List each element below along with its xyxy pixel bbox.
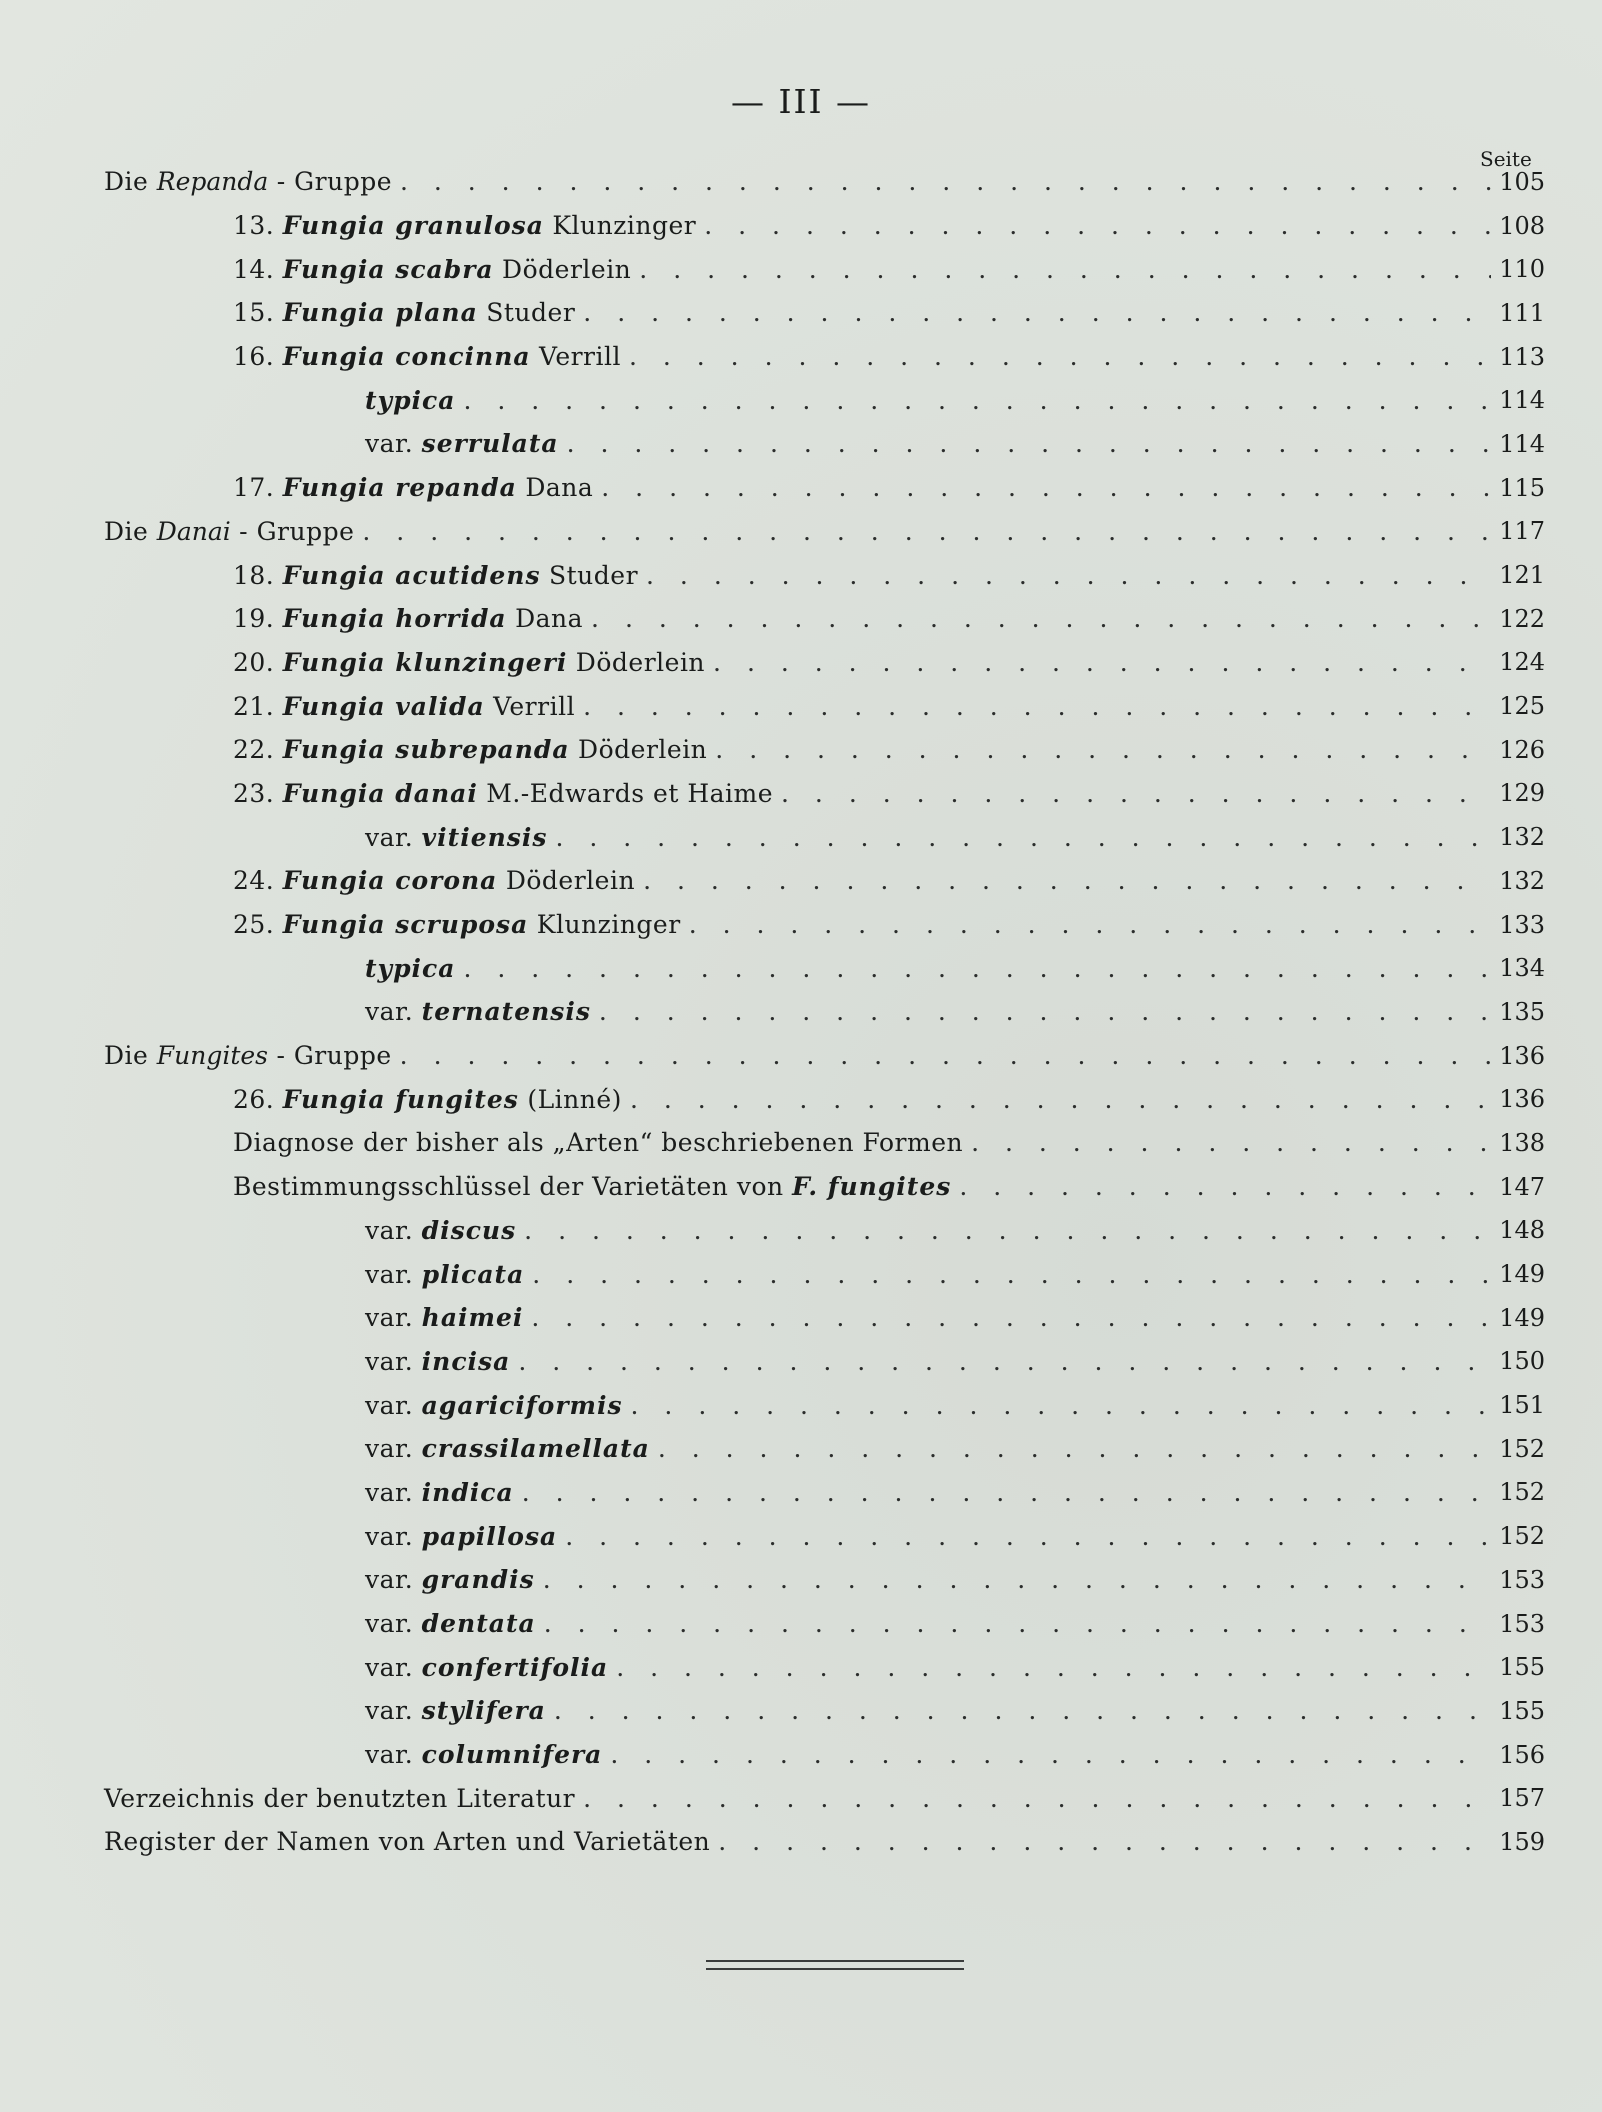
dot-leader: [583, 298, 1491, 327]
toc-entry-title: [100, 517, 354, 546]
toc-entry-title: [100, 429, 559, 458]
dot-leader: [630, 1085, 1491, 1114]
toc-page-number: 147: [1499, 1172, 1545, 1201]
toc-entry-leader: [100, 1347, 1499, 1376]
dot-leader: [522, 1478, 1491, 1507]
toc-entry: [100, 815, 1545, 859]
toc-entry-title: [100, 997, 591, 1026]
toc-entry: [100, 990, 1545, 1034]
toc-entry-taxon: vitiensis: [421, 822, 548, 852]
toc-entry-suffix: Studer: [477, 298, 576, 328]
toc-entry-taxon: crassilamellata: [421, 1434, 650, 1464]
toc-page-number: 136: [1499, 1041, 1545, 1070]
toc-entry-leader: [100, 910, 1499, 939]
dot-leader: [524, 1216, 1491, 1245]
toc-entry-prefix: var.: [365, 1696, 422, 1726]
toc-entry-taxon: Fungia fungites: [282, 1084, 519, 1114]
dot-leader: [567, 429, 1491, 458]
toc-entry-prefix: var.: [365, 1565, 422, 1595]
dot-leader: [362, 517, 1491, 546]
dot-leader: [610, 1740, 1491, 1769]
toc-entry-title: [100, 1478, 514, 1507]
toc-entry-taxon: Fungia valida: [282, 691, 485, 721]
toc-entry-taxon: Fungia concinna: [282, 342, 531, 372]
toc-entry: [100, 772, 1545, 816]
toc-entry-leader: [100, 473, 1499, 502]
toc-entry-leader: [100, 1522, 1499, 1551]
toc-entry-taxon: Fungia scabra: [282, 254, 494, 284]
toc-page-number: 121: [1499, 561, 1545, 590]
toc-entry-leader: [100, 429, 1499, 458]
toc-entry-taxon: typica: [365, 953, 456, 983]
page-number-header: — III —: [730, 82, 872, 121]
toc-page-number: 111: [1499, 298, 1545, 327]
toc-entry-prefix: var.: [365, 1346, 422, 1376]
toc-entry: [100, 1296, 1545, 1340]
dot-leader: [646, 561, 1491, 590]
toc-entry-taxon: ternatensis: [421, 997, 591, 1027]
toc-entry-suffix: Döderlein: [567, 647, 706, 677]
toc-entry-title: [100, 1784, 575, 1813]
toc-page-number: 136: [1499, 1085, 1545, 1114]
dot-leader: [583, 692, 1491, 721]
toc-entry-taxon: plicata: [421, 1259, 525, 1289]
toc-entry-prefix: 16.: [233, 342, 283, 372]
dot-leader: [532, 1260, 1491, 1289]
toc-entry-suffix: Studer: [540, 560, 639, 590]
toc-entry-taxon: Fungia klunzingeri: [282, 647, 568, 677]
toc-entry-suffix: Klunzinger: [543, 211, 697, 241]
toc-entry-title: [100, 1260, 524, 1289]
toc-entry-suffix: Döderlein: [497, 866, 636, 896]
dot-leader: [544, 1609, 1491, 1638]
dot-leader: [715, 735, 1491, 764]
toc-entry-prefix: var.: [365, 1390, 422, 1420]
toc-entry-taxon: confertifolia: [421, 1652, 609, 1682]
toc-entry-taxon: Fungia repanda: [282, 473, 517, 503]
toc-entry-leader: [100, 823, 1499, 852]
toc-entry-prefix: Die: [104, 167, 157, 197]
toc-entry-leader: [100, 1391, 1499, 1420]
toc-page-number: 125: [1499, 692, 1545, 721]
toc-entry: [100, 466, 1545, 510]
toc-entry: [100, 1776, 1545, 1820]
toc-entry-prefix: var.: [365, 429, 422, 459]
toc-entry-leader: [100, 997, 1499, 1026]
toc-entry-prefix: 13.: [233, 211, 283, 241]
toc-entry-suffix: - Gruppe: [268, 167, 392, 197]
toc-entry-taxon: Fungia danai: [282, 778, 478, 808]
toc-page-number: 152: [1499, 1434, 1545, 1463]
toc-entry-title: [100, 1609, 536, 1638]
toc-entry-suffix: Dana: [506, 604, 584, 634]
toc-entry: [100, 859, 1545, 903]
toc-page-number: 117: [1499, 517, 1545, 546]
toc-entry-leader: [100, 1565, 1499, 1594]
toc-page-number: 124: [1499, 648, 1545, 677]
dot-leader: [543, 1565, 1491, 1594]
toc-page-number: 134: [1499, 954, 1545, 983]
toc-entry-title: [100, 779, 773, 808]
toc-entry-leader: [100, 1260, 1499, 1289]
toc-entry-leader: [100, 167, 1499, 196]
toc-entry: [100, 510, 1545, 554]
toc-entry-prefix: 20.: [233, 647, 283, 677]
toc-entry-prefix: Diagnose der bisher als „Arten“ beschriebenen Formen: [233, 1128, 964, 1158]
toc-entry-title: [100, 386, 455, 415]
toc-entry: [100, 204, 1545, 248]
toc-entry: [100, 1165, 1545, 1209]
toc-entry-taxon: grandis: [421, 1565, 535, 1595]
toc-entry-title: [100, 1827, 710, 1856]
toc-page-number: 153: [1499, 1609, 1545, 1638]
toc-entry-prefix: 24.: [233, 866, 283, 896]
table-of-contents: [100, 160, 1545, 1864]
toc-entry-suffix: - Gruppe: [230, 516, 355, 546]
toc-entry-title: [100, 1041, 392, 1070]
toc-entry-title: [100, 342, 621, 371]
toc-entry-title: [100, 1696, 546, 1725]
toc-page-number: 155: [1499, 1696, 1545, 1725]
dot-leader: [463, 954, 1491, 983]
toc-entry-title: [100, 866, 635, 895]
toc-entry-leader: [100, 648, 1499, 677]
toc-entry-suffix: Döderlein: [493, 254, 632, 284]
toc-entry-suffix: Verrill: [484, 691, 576, 721]
toc-page-number: 157: [1499, 1784, 1545, 1813]
toc-entry: [100, 1820, 1545, 1864]
toc-entry-taxon: Fungia scruposa: [282, 910, 529, 940]
toc-entry-prefix: var.: [365, 1215, 422, 1245]
toc-page-number: 132: [1499, 866, 1545, 895]
toc-entry-title: [100, 954, 455, 983]
toc-entry: [100, 1383, 1545, 1427]
toc-entry-prefix: var.: [365, 1521, 422, 1551]
toc-entry-prefix: var.: [365, 997, 422, 1027]
toc-entry: [100, 1252, 1545, 1296]
toc-entry-leader: [100, 1696, 1499, 1725]
toc-entry-taxon: discus: [421, 1215, 517, 1245]
toc-entry-prefix: Verzeichnis der benutzten Literatur: [104, 1783, 576, 1813]
toc-page-number: 110: [1499, 255, 1545, 284]
toc-entry-leader: [100, 1172, 1499, 1201]
toc-entry-prefix: 23.: [233, 778, 283, 808]
toc-entry-title: [100, 211, 696, 240]
toc-entry-prefix: var.: [365, 1477, 422, 1507]
toc-entry-taxon: Fungia granulosa: [282, 211, 544, 241]
toc-entry-title: [100, 1085, 622, 1114]
toc-entry-leader: [100, 1216, 1499, 1245]
toc-entry-leader: [100, 517, 1499, 546]
toc-page-number: 114: [1499, 429, 1545, 458]
toc-entry: [100, 378, 1545, 422]
toc-entry-taxon: typica: [365, 385, 456, 415]
toc-entry-taxon: Danai: [156, 516, 231, 546]
toc-entry-taxon: columnifera: [421, 1740, 603, 1770]
toc-entry-prefix: 22.: [233, 735, 283, 765]
toc-entry: [100, 597, 1545, 641]
toc-entry-prefix: var.: [365, 1434, 422, 1464]
toc-entry-suffix: Klunzinger: [528, 910, 681, 940]
dot-leader: [781, 779, 1491, 808]
toc-entry-title: [100, 473, 593, 502]
toc-entry: [100, 903, 1545, 947]
toc-entry: [100, 553, 1545, 597]
toc-entry-title: [100, 1128, 963, 1157]
toc-entry: [100, 291, 1545, 335]
toc-entry: [100, 1514, 1545, 1558]
toc-entry-prefix: 25.: [233, 910, 283, 940]
toc-entry-prefix: var.: [365, 1609, 422, 1639]
toc-entry-title: [100, 910, 681, 939]
toc-entry-prefix: Register der Namen von Arten und Varietäten: [104, 1827, 711, 1857]
toc-page-number: 159: [1499, 1827, 1545, 1856]
toc-entry-prefix: Die: [104, 516, 157, 546]
toc-entry-title: [100, 1216, 516, 1245]
dot-leader: [565, 1522, 1491, 1551]
toc-entry-prefix: var.: [365, 822, 422, 852]
dot-leader: [400, 167, 1491, 196]
toc-page-number: 122: [1499, 604, 1545, 633]
toc-entry-title: [100, 1653, 608, 1682]
toc-page-number: 152: [1499, 1478, 1545, 1507]
toc-entry-leader: [100, 779, 1499, 808]
toc-page-number: 149: [1499, 1303, 1545, 1332]
dot-leader: [555, 823, 1491, 852]
toc-entry-title: [100, 561, 638, 590]
toc-entry-leader: [100, 255, 1499, 284]
toc-entry-leader: [100, 1303, 1499, 1332]
dot-leader: [629, 342, 1491, 371]
toc-entry: [100, 1209, 1545, 1253]
dot-leader: [631, 1391, 1491, 1420]
toc-entry-prefix: 17.: [233, 473, 283, 503]
toc-entry-prefix: 21.: [233, 691, 283, 721]
toc-entry-taxon: Fungia acutidens: [282, 560, 541, 590]
toc-entry: [100, 641, 1545, 685]
toc-entry-title: [100, 255, 631, 284]
toc-entry-taxon: incisa: [421, 1346, 511, 1376]
toc-entry-title: [100, 1522, 557, 1551]
toc-entry-leader: [100, 954, 1499, 983]
toc-entry-title: [100, 1740, 602, 1769]
toc-entry-leader: [100, 386, 1499, 415]
toc-entry-leader: [100, 1784, 1499, 1813]
toc-entry: [100, 160, 1545, 204]
toc-entry-prefix: var.: [365, 1259, 422, 1289]
dot-leader: [713, 648, 1491, 677]
closing-double-rule: [706, 1960, 964, 1970]
toc-entry-leader: [100, 1653, 1499, 1682]
toc-entry-title: [100, 1565, 535, 1594]
dot-leader: [463, 386, 1491, 415]
toc-entry-leader: [100, 1128, 1499, 1157]
toc-entry-title: [100, 1347, 510, 1376]
toc-page-number: 108: [1499, 211, 1545, 240]
toc-entry-prefix: 26.: [233, 1084, 283, 1114]
toc-page-number: 148: [1499, 1216, 1545, 1245]
toc-entry-title: [100, 1434, 650, 1463]
toc-entry-prefix: Die: [104, 1041, 157, 1071]
toc-entry: [100, 1602, 1545, 1646]
toc-entry: [100, 946, 1545, 990]
toc-entry: [100, 1340, 1545, 1384]
toc-entry: [100, 684, 1545, 728]
toc-entry-leader: [100, 1609, 1499, 1638]
toc-entry-prefix: 19.: [233, 604, 283, 634]
toc-entry: [100, 1471, 1545, 1515]
toc-entry-suffix: Dana: [516, 473, 594, 503]
toc-entry-title: [100, 648, 705, 677]
toc-entry: [100, 335, 1545, 379]
toc-page-number: 150: [1499, 1347, 1545, 1376]
toc-entry-leader: [100, 211, 1499, 240]
toc-entry-title: [100, 298, 575, 327]
dot-leader: [601, 473, 1491, 502]
toc-entry: [100, 1077, 1545, 1121]
toc-entry: [100, 1645, 1545, 1689]
toc-entry-leader: [100, 1478, 1499, 1507]
toc-entry-leader: [100, 342, 1499, 371]
dot-leader: [616, 1653, 1491, 1682]
toc-entry: [100, 728, 1545, 772]
toc-page-number: 129: [1499, 779, 1545, 808]
toc-page-number: 149: [1499, 1260, 1545, 1289]
toc-entry-taxon: Fungia plana: [282, 298, 478, 328]
toc-entry: [100, 1427, 1545, 1471]
toc-entry: [100, 1733, 1545, 1777]
toc-page-number: 133: [1499, 910, 1545, 939]
toc-entry-leader: [100, 1827, 1499, 1856]
toc-entry-leader: [100, 735, 1499, 764]
toc-entry: [100, 1558, 1545, 1602]
toc-page-number: 138: [1499, 1128, 1545, 1157]
toc-entry-title: [100, 1172, 951, 1201]
toc-entry-suffix: Döderlein: [569, 735, 708, 765]
toc-page-number: 126: [1499, 735, 1545, 764]
toc-entry-title: [100, 1391, 623, 1420]
toc-page-number: 114: [1499, 386, 1545, 415]
toc-page-number: 153: [1499, 1565, 1545, 1594]
toc-entry-prefix: var.: [365, 1652, 422, 1682]
toc-entry: [100, 247, 1545, 291]
toc-entry-prefix: var.: [365, 1303, 422, 1333]
toc-entry-title: [100, 692, 575, 721]
dot-leader: [554, 1696, 1491, 1725]
toc-entry-title: [100, 823, 547, 852]
toc-entry: [100, 422, 1545, 466]
toc-entry-taxon: stylifera: [421, 1696, 546, 1726]
toc-entry-taxon: indica: [421, 1477, 514, 1507]
toc-entry-prefix: Bestimmungsschlüssel der Varietäten von: [233, 1172, 793, 1202]
toc-entry-leader: [100, 561, 1499, 590]
toc-page-number: 151: [1499, 1391, 1545, 1420]
dot-leader: [531, 1303, 1491, 1332]
toc-entry-leader: [100, 1085, 1499, 1114]
toc-entry: [100, 1034, 1545, 1078]
toc-page-number: 156: [1499, 1740, 1545, 1769]
toc-entry-taxon: Repanda: [156, 167, 269, 197]
dot-leader: [591, 604, 1491, 633]
toc-entry-taxon: F. fungites: [792, 1172, 952, 1202]
dot-leader: [718, 1827, 1491, 1856]
toc-entry-taxon: agariciformis: [421, 1390, 623, 1420]
toc-entry-taxon: Fungia horrida: [282, 604, 507, 634]
dot-leader: [599, 997, 1491, 1026]
dot-leader: [689, 910, 1491, 939]
toc-page-number: 132: [1499, 823, 1545, 852]
dot-leader: [643, 866, 1491, 895]
toc-entry: [100, 1689, 1545, 1733]
toc-entry-leader: [100, 866, 1499, 895]
toc-entry-taxon: Fungia corona: [282, 866, 498, 896]
toc-page-number: 113: [1499, 342, 1545, 371]
toc-entry-leader: [100, 1434, 1499, 1463]
dot-leader: [400, 1041, 1491, 1070]
toc-entry-leader: [100, 1740, 1499, 1769]
toc-entry-taxon: papillosa: [421, 1521, 558, 1551]
toc-entry-prefix: 14.: [233, 254, 283, 284]
toc-entry-title: [100, 167, 392, 196]
toc-entry-prefix: var.: [365, 1740, 422, 1770]
toc-entry-title: [100, 1303, 523, 1332]
dot-leader: [959, 1172, 1491, 1201]
seite-column-label: Seite: [1480, 147, 1532, 171]
toc-entry: [100, 1121, 1545, 1165]
dot-leader: [583, 1784, 1491, 1813]
toc-entry-leader: [100, 692, 1499, 721]
toc-entry-taxon: dentata: [421, 1609, 536, 1639]
toc-page-number: 152: [1499, 1522, 1545, 1551]
toc-entry-suffix: (Linné): [518, 1084, 622, 1114]
toc-page-number: 105: [1499, 167, 1545, 196]
toc-entry-suffix: Verrill: [530, 342, 621, 372]
toc-entry-leader: [100, 604, 1499, 633]
toc-entry-taxon: Fungites: [156, 1041, 268, 1071]
toc-page-number: 135: [1499, 997, 1545, 1026]
dot-leader: [639, 255, 1491, 284]
toc-entry-taxon: serrulata: [421, 429, 559, 459]
toc-entry-title: [100, 735, 707, 764]
toc-entry-prefix: 15.: [233, 298, 283, 328]
toc-page-number: 115: [1499, 473, 1545, 502]
toc-entry-taxon: haimei: [421, 1303, 524, 1333]
toc-entry-leader: [100, 298, 1499, 327]
dot-leader: [658, 1434, 1491, 1463]
toc-entry-suffix: M.-Edwards et Haime: [477, 778, 774, 808]
toc-entry-prefix: 18.: [233, 560, 283, 590]
toc-entry-title: [100, 604, 583, 633]
toc-page-number: 155: [1499, 1653, 1545, 1682]
dot-leader: [971, 1128, 1491, 1157]
toc-entry-leader: [100, 1041, 1499, 1070]
dot-leader: [518, 1347, 1491, 1376]
dot-leader: [704, 211, 1491, 240]
toc-entry-suffix: - Gruppe: [268, 1041, 392, 1071]
toc-entry-taxon: Fungia subrepanda: [282, 735, 570, 765]
